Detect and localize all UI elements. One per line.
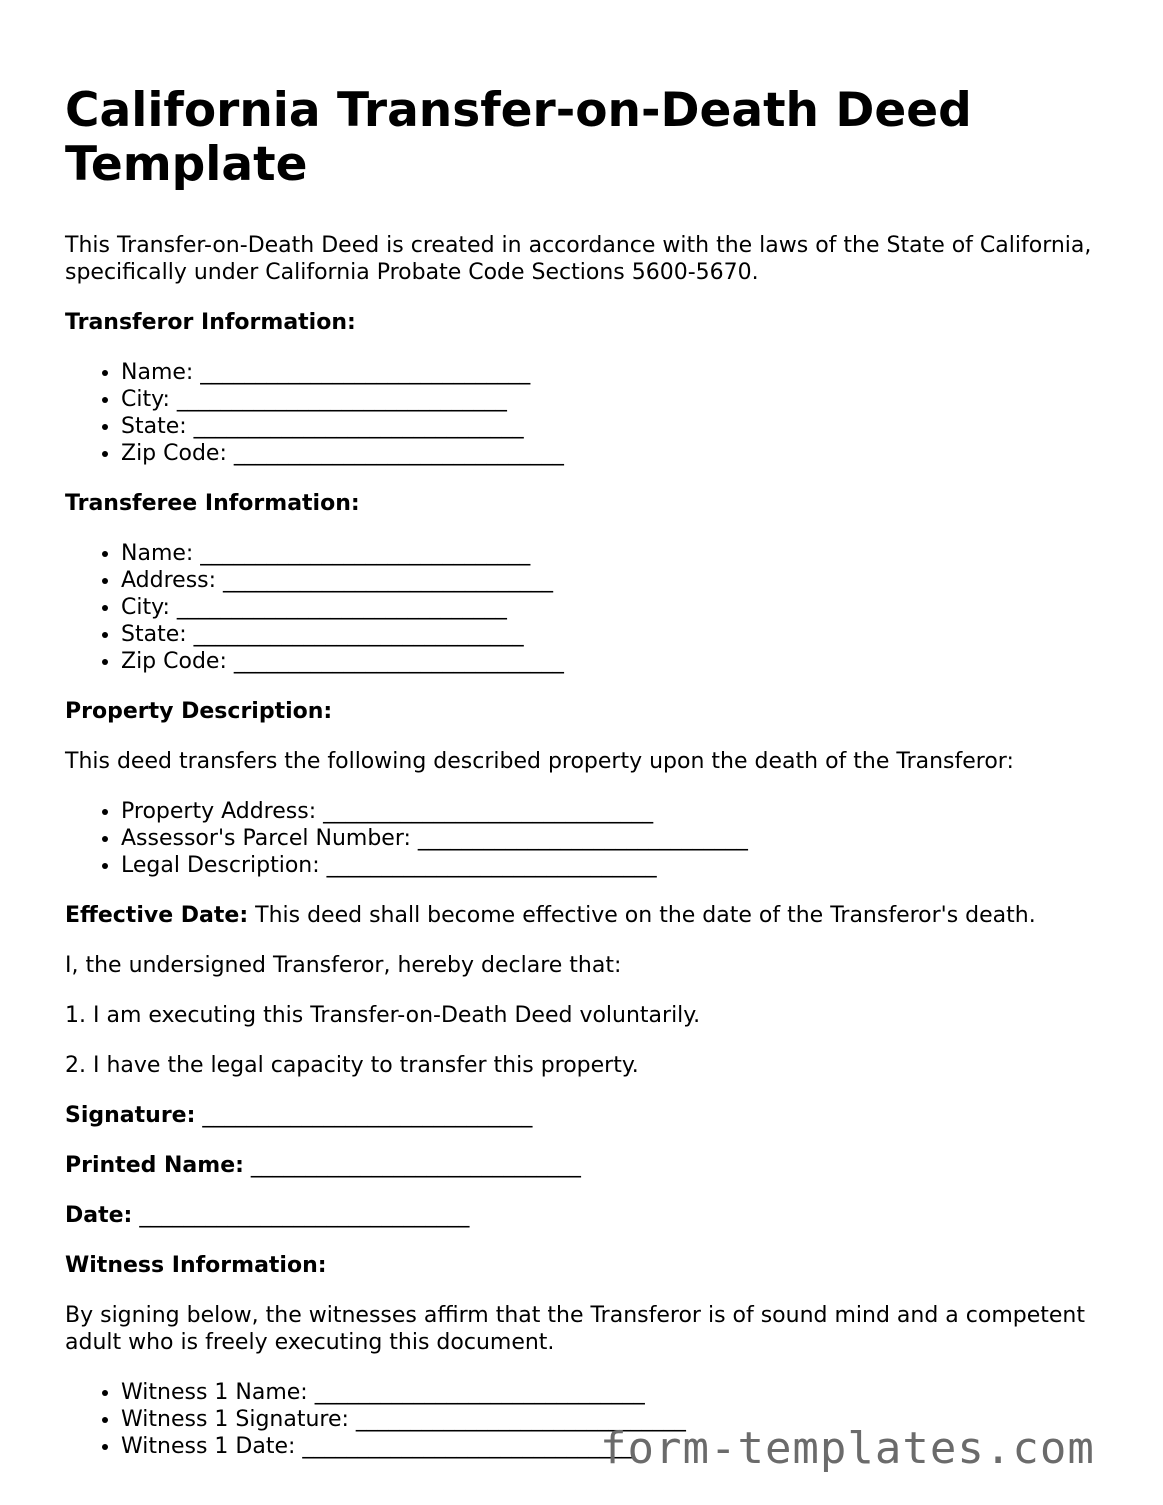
- parcel-number-field: • Assessor's Parcel Number: ______________________________: [121, 825, 1115, 852]
- property-address-field: • Property Address: ______________________________: [121, 798, 1115, 825]
- effective-date-label: Effective Date:: [65, 903, 249, 928]
- declaration-intro: I, the undersigned Transferor, hereby declare that:: [65, 953, 622, 978]
- transferor-name-field: • Name: ______________________________: [121, 359, 1115, 386]
- transferee-name-field: • Name: ______________________________: [121, 540, 1115, 567]
- document-title: California Transfer-on-Death Deed Template: [65, 83, 972, 192]
- transferee-city-field: • City: ______________________________: [121, 594, 1115, 621]
- declaration-item-1: 1. I am executing this Transfer-on-Death Deed voluntarily.: [65, 1003, 701, 1028]
- transferor-heading: Transferor Information:: [65, 310, 356, 335]
- signature-label: Signature:: [65, 1103, 196, 1128]
- transferee-address-field: • Address: ______________________________: [121, 567, 1115, 594]
- transferor-city-field: • City: ______________________________: [121, 386, 1115, 413]
- intro-paragraph: This Transfer-on-Death Deed is created in accordance with the laws of the State of California, specifically under California Probate Code Sections 5600-5670.: [65, 233, 1092, 285]
- date-line: [65, 1202, 1115, 1229]
- witness-1-date-field: • Witness 1 Date: ______________________________: [121, 1433, 1115, 1460]
- witness-heading: Witness Information:: [65, 1253, 327, 1278]
- transferee-heading: Transferee Information:: [65, 491, 360, 516]
- printed-name-blank: ______________________________: [243, 1153, 581, 1178]
- transferee-state-field: • State: ______________________________: [121, 621, 1115, 648]
- declaration-item-2: 2. I have the legal capacity to transfer this property.: [65, 1053, 639, 1078]
- printed-name-line: [65, 1152, 1115, 1179]
- property-heading: Property Description:: [65, 699, 333, 724]
- transferor-state-field: • State: ______________________________: [121, 413, 1115, 440]
- witness-1-name-field: • Witness 1 Name: ______________________________: [121, 1379, 1115, 1406]
- property-paragraph: This deed transfers the following described property upon the death of the Transferor:: [65, 749, 1014, 774]
- document-page: [65, 84, 1115, 1483]
- printed-name-label: Printed Name:: [65, 1153, 244, 1178]
- transferee-fields: [65, 540, 1115, 675]
- witness-1-signature-field: • Witness 1 Signature: ______________________________: [121, 1406, 1115, 1433]
- legal-description-field: • Legal Description: ______________________________: [121, 852, 1115, 879]
- date-label: Date:: [65, 1203, 133, 1228]
- signature-blank: ______________________________: [195, 1103, 533, 1128]
- transferee-zip-field: • Zip Code: ______________________________: [121, 648, 1115, 675]
- witness-paragraph: By signing below, the witnesses affirm that the Transferor is of sound mind and a competent adult who is freely executing this document.: [65, 1303, 1086, 1355]
- transferor-fields: [65, 359, 1115, 467]
- effective-date-text: This deed shall become effective on the date of the Transferor's death.: [248, 903, 1036, 928]
- signature-line: [65, 1102, 1115, 1129]
- effective-date-paragraph: [65, 902, 1115, 929]
- date-blank: ______________________________: [132, 1203, 470, 1228]
- transferor-zip-field: • Zip Code: ______________________________: [121, 440, 1115, 467]
- watermark: form-templates.com: [600, 1423, 1095, 1474]
- property-fields: [65, 798, 1115, 879]
